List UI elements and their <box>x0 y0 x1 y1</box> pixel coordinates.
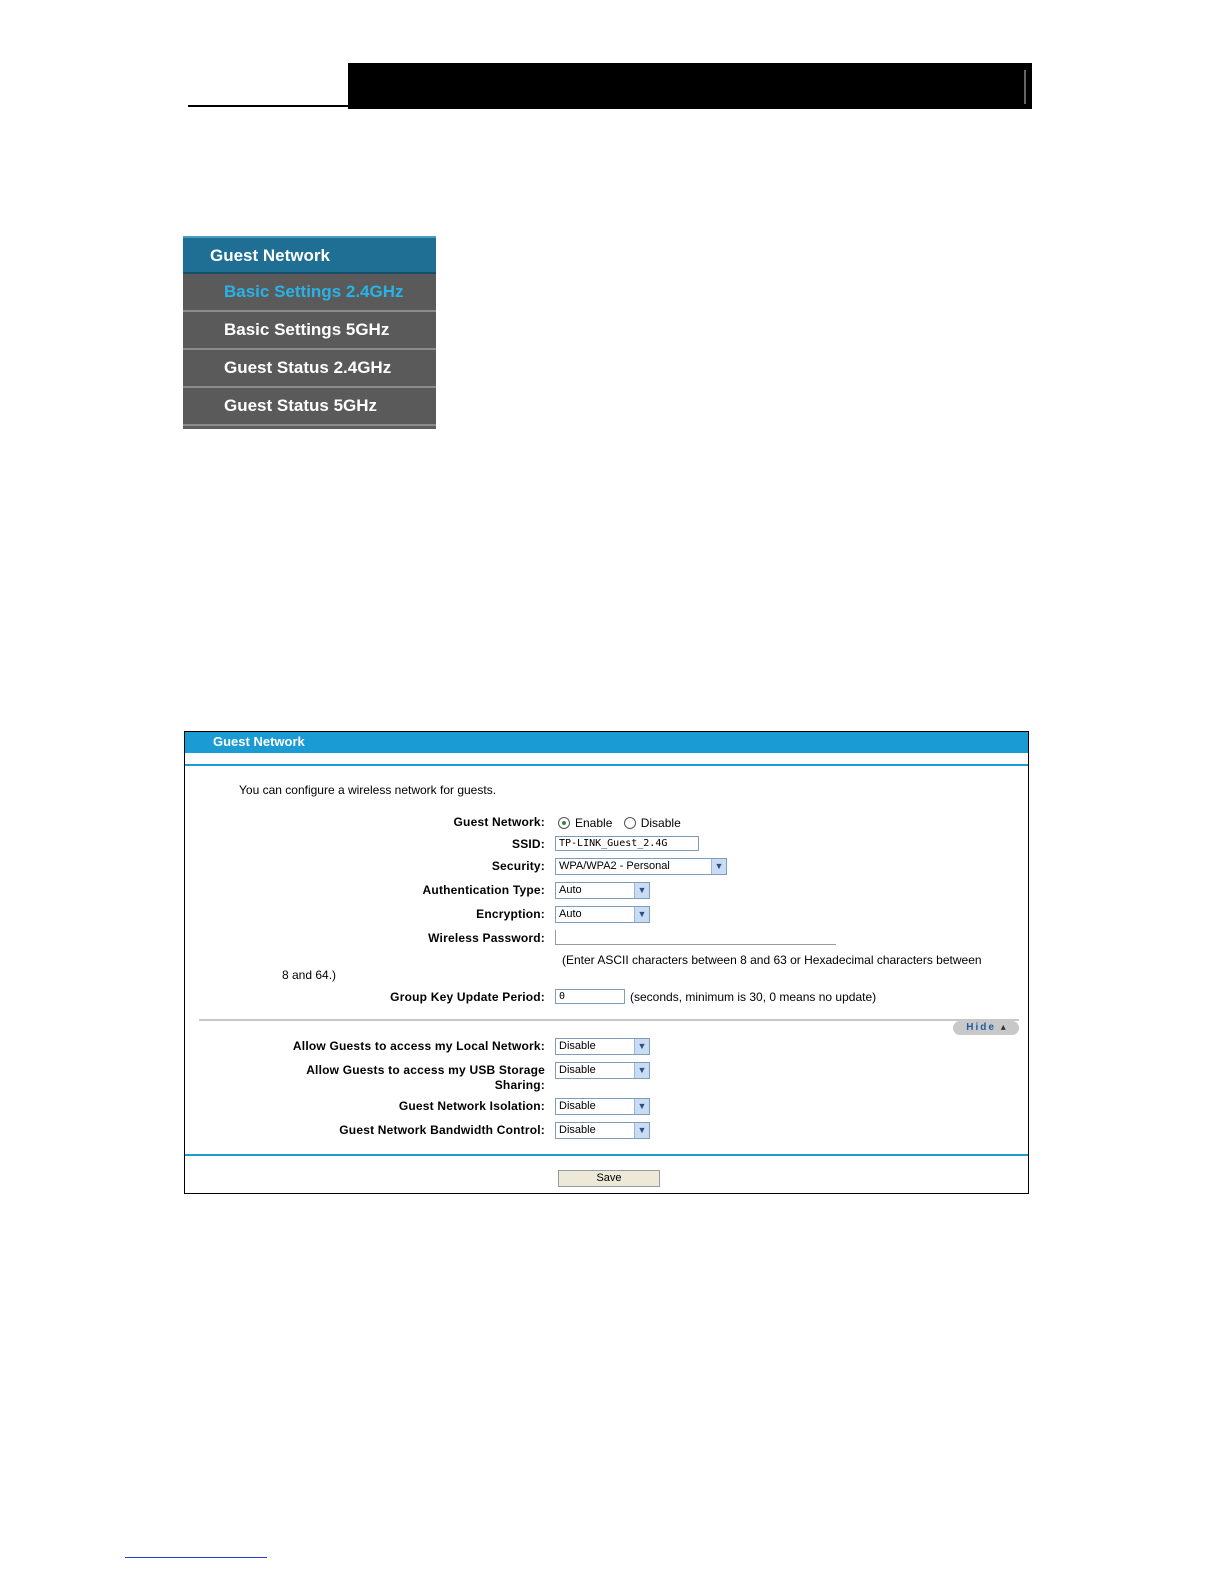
password-input[interactable] <box>555 930 836 945</box>
guest-network-radio-group <box>558 816 681 830</box>
chevron-down-icon: ▼ <box>634 1123 649 1138</box>
auth-type-select[interactable] <box>555 882 650 899</box>
chevron-down-icon: ▼ <box>634 1063 649 1078</box>
usb-sharing-label-line1: Allow Guests to access my USB Storage <box>306 1063 545 1077</box>
hide-button-label: Hide <box>966 1022 996 1033</box>
menu-item-guest-status-24[interactable]: Guest Status 2.4GHz <box>183 350 436 388</box>
isolation-label: Guest Network Isolation: <box>398 1099 545 1113</box>
menu-item-basic-settings-5[interactable]: Basic Settings 5GHz <box>183 312 436 350</box>
ssid-input[interactable]: TP-LINK_Guest_2.4G <box>555 836 699 851</box>
hide-button[interactable] <box>953 1021 1019 1035</box>
usb-sharing-value: Disable <box>559 1064 596 1076</box>
enable-radio[interactable] <box>558 817 570 829</box>
group-key-label: Group Key Update Period: <box>390 990 545 1004</box>
menu-item-basic-settings-24[interactable]: Basic Settings 2.4GHz <box>183 274 436 312</box>
disable-radio[interactable] <box>624 817 636 829</box>
password-hint-line2: 8 and 64.) <box>282 968 337 982</box>
guest-network-panel <box>184 731 1029 1194</box>
bottom-divider <box>185 1154 1028 1156</box>
chevron-down-icon: ▼ <box>634 883 649 898</box>
bandwidth-select[interactable] <box>555 1122 650 1139</box>
side-menu <box>183 236 436 429</box>
menu-heading[interactable]: Guest Network <box>183 236 436 274</box>
local-network-value: Disable <box>559 1040 596 1052</box>
menu-item-guest-status-5[interactable]: Guest Status 5GHz <box>183 388 436 426</box>
security-value: WPA/WPA2 - Personal <box>559 860 670 872</box>
disable-radio-label[interactable]: Disable <box>640 816 681 830</box>
chevron-up-icon: ▴ <box>1000 1022 1006 1033</box>
chevron-down-icon: ▼ <box>634 1099 649 1114</box>
local-network-label: Allow Guests to access my Local Network: <box>292 1039 545 1053</box>
chevron-down-icon: ▼ <box>634 907 649 922</box>
encryption-label: Encryption: <box>476 907 545 921</box>
encryption-select[interactable] <box>555 906 650 923</box>
auth-type-value: Auto <box>559 884 582 896</box>
bandwidth-label: Guest Network Bandwidth Control: <box>339 1123 545 1137</box>
group-key-input[interactable]: 0 <box>555 989 625 1004</box>
enable-radio-label[interactable]: Enable <box>575 816 613 830</box>
footer-link-underline <box>125 1557 267 1558</box>
advanced-divider <box>199 1019 1019 1021</box>
auth-type-label: Authentication Type: <box>422 883 545 897</box>
header-underline <box>188 105 348 107</box>
panel-title: Guest Network <box>185 732 1028 753</box>
save-button[interactable]: Save <box>558 1170 660 1187</box>
guest-network-label: Guest Network: <box>453 815 545 829</box>
password-label: Wireless Password: <box>428 931 545 945</box>
bandwidth-value: Disable <box>559 1124 596 1136</box>
local-network-select[interactable] <box>555 1038 650 1055</box>
security-select[interactable] <box>555 858 727 875</box>
usb-sharing-select[interactable] <box>555 1062 650 1079</box>
header-bar <box>348 63 1032 109</box>
top-divider <box>185 764 1028 766</box>
chevron-down-icon: ▼ <box>634 1039 649 1054</box>
group-key-hint: (seconds, minimum is 30, 0 means no update) <box>630 990 877 1004</box>
header-divider <box>1024 70 1026 104</box>
ssid-label: SSID: <box>511 837 545 851</box>
isolation-select[interactable] <box>555 1098 650 1115</box>
usb-sharing-label-line2: Sharing: <box>494 1078 545 1092</box>
intro-text: You can configure a wireless network for guests. <box>239 783 497 797</box>
isolation-value: Disable <box>559 1100 596 1112</box>
password-hint-line1: (Enter ASCII characters between 8 and 63 or Hexadecimal characters between <box>562 953 982 967</box>
encryption-value: Auto <box>559 908 582 920</box>
security-label: Security: <box>491 859 545 873</box>
chevron-down-icon: ▼ <box>711 859 726 874</box>
